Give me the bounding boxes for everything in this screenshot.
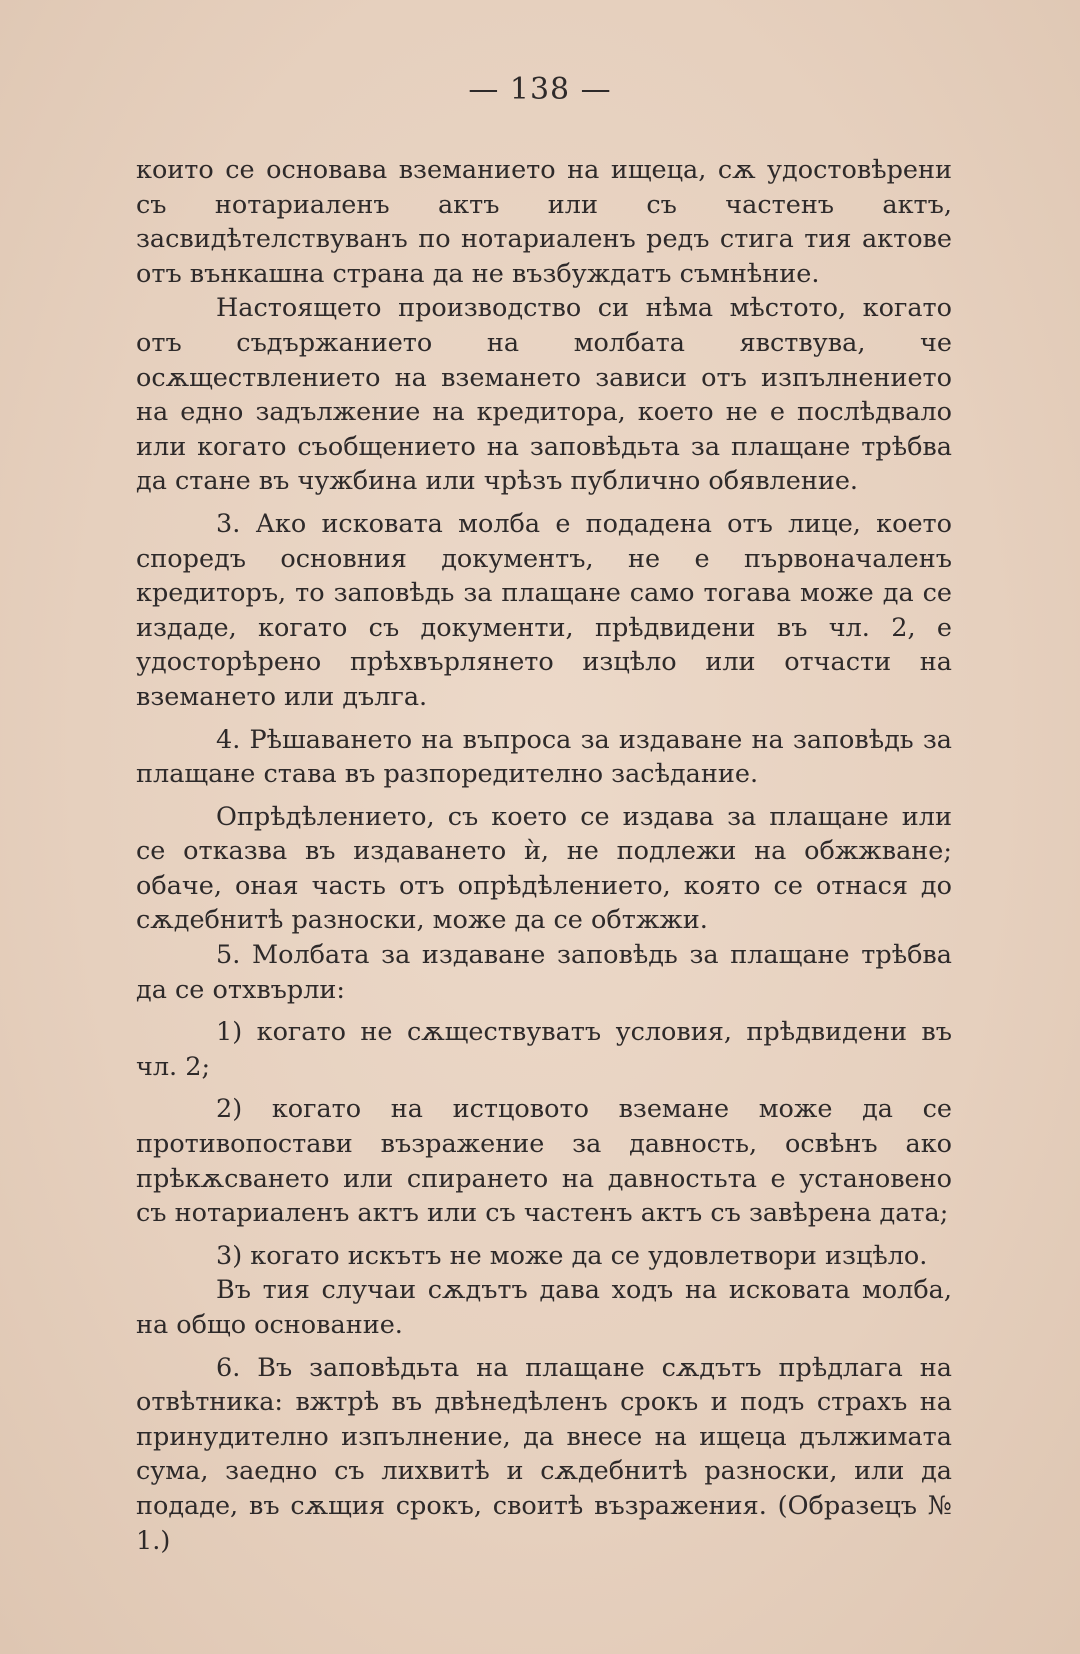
page-number: — 138 — [468,72,612,107]
paragraph: 3. Ако исковата молба е подадена отъ лице, което споредъ основния документъ, не е първоначаленъ кредиторъ, то заповѣдь за плащане само тогава може да се издаде, когато съ документи, прѣдвидени въ чл. 2, е удосторѣрено прѣхвърлянето изцѣло или отчасти на вземането или дълга. [136,508,952,712]
paragraph: които се основава вземанието на ищеца, сѫ удостовѣрени съ нотариаленъ актъ или съ частенъ актъ, засвидѣтелствуванъ по нотариаленъ редъ стига тия актове отъ вънкашна страна да не възбуждатъ съмнѣние. [136,155,952,289]
paragraph: 1) когато не сѫществуватъ условия, прѣдвидени въ чл. 2; [136,1017,952,1082]
paragraph: 2) когато на истцовото вземане може да се противопостави възражение за давность, освѣнъ ако прѣкѫсването или спирането на давностьта е установено съ нотариаленъ актъ или съ частенъ актъ съ завѣрена дата; [136,1094,952,1229]
paragraph: 3) когато искътъ не може да се удовлетвори изцѣло. [216,1240,928,1271]
paragraph: Въ тия случаи сѫдътъ дава ходъ на исковата молба, на общо основание. [136,1275,952,1340]
paragraph: Настоящето производство си нѣма мѣстото, когато отъ съдържанието на молбата явствува, че осѫществлението на вземането зависи отъ изпълнението на едно задължение на кредитора, което не е послѣдвало или когато съобщението на заповѣдьта за плащане трѣбва да стане въ чужбина или чрѣзъ публично обявление. [136,293,952,497]
paragraph: 5. Молбата за издаване заповѣдь за плащане трѣбва да се отхвърли: [136,940,952,1005]
paragraph: 6. Въ заповѣдьта на плащане сѫдътъ прѣдлага на отвѣтника: вжтрѣ въ двѣнедѣленъ срокъ и подъ страхъ на принудително изпълнение, да внесе на ищеца дължимата сума, заедно съ лихвитѣ и сѫдебнитѣ разноски, или да подаде, въ сѫщия срокъ, своитѣ възражения. (Образецъ № 1.) [136,1352,952,1556]
paragraph: Опрѣдѣлението, съ което се издава за плащане или се отказва въ издаването ѝ, не подлежи на обжжване; обаче, оная часть отъ опрѣдѣлението, която се отнася до сѫдебнитѣ разноски, може да се обтжжи. [136,801,952,936]
body-text [136,153,952,1558]
paragraph: 4. Рѣшаването на въпроса за издаване на заповѣдь за плащане става въ разпоредително засѣдание. [136,724,952,790]
